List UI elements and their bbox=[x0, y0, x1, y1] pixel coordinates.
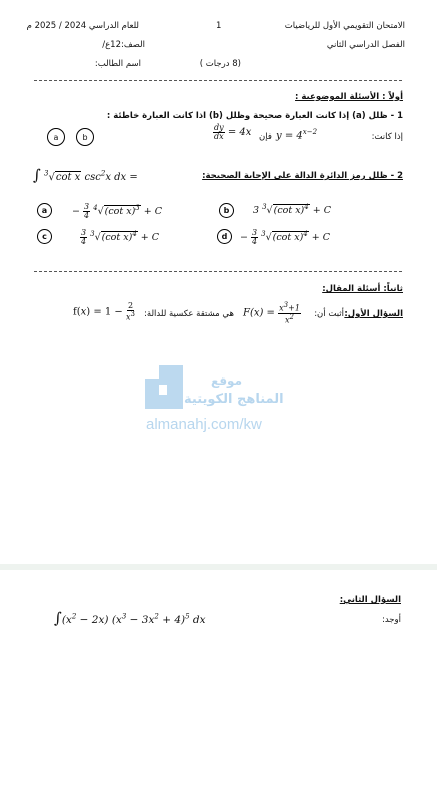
watermark-url: almanahj.com/kw bbox=[146, 416, 262, 433]
part2-title: ثانياً: أسئلة المقال: bbox=[322, 284, 403, 294]
marks-label: (8 درجات ) bbox=[199, 59, 241, 69]
q1-option-b-circle[interactable]: b bbox=[76, 128, 94, 146]
essay-q2-label: السؤال الثاني: bbox=[339, 595, 401, 605]
q2-option-c-circle[interactable]: c bbox=[37, 229, 52, 244]
page-number: 1 bbox=[216, 21, 222, 31]
q1-option-a-circle[interactable]: a bbox=[47, 128, 65, 146]
q1-if-label: إذا كانت: bbox=[371, 132, 403, 142]
exam-title: الامتحان التقويمي الأول للرياضيات bbox=[284, 21, 405, 31]
term-label: الفصل الدراسي الثاني bbox=[326, 40, 405, 50]
watermark-line1: موقع bbox=[211, 374, 243, 388]
q1-equation-derivative: $\frac{dy}{dx}$ = 4x bbox=[214, 123, 252, 141]
q1-instruction: 1 - ظلل (a) إذا كانت العبارة صحيحة وظلل (b) اذا كانت العبارة خاطئة : bbox=[106, 111, 403, 121]
q1-then-label: فإن bbox=[259, 132, 272, 142]
grade-label: الصف:12ع/ bbox=[102, 40, 145, 50]
q2-integral: ∫ $^3$√cot x $\csc^2x$ dx = bbox=[33, 166, 138, 184]
essay-q1-label: السؤال الأول: bbox=[344, 309, 403, 319]
essay-q1-f-expr: f(x) = 1 − $\frac{2}{x3}$ bbox=[73, 301, 135, 322]
q2-option-b-circle[interactable]: b bbox=[219, 203, 234, 218]
q2-option-b-expr: 3 $^3$√(cot x)$^4$ + C bbox=[253, 203, 332, 217]
q2-option-a-expr: − $\frac{3}{4}$ $^4$√(cot x)$^3$ + C bbox=[72, 202, 163, 220]
essay-q1-antiderivative-label: هي مشتقة عكسية للدالة: bbox=[144, 309, 234, 319]
essay-q2-find-label: أوجد: bbox=[381, 615, 401, 625]
q2-option-d-expr: − $\frac{3}{4}$ $^3$√(cot x)$^4$ + C bbox=[240, 228, 331, 246]
part-divider bbox=[34, 271, 402, 272]
q2-instruction: 2 - ظلل رمز الدائرة الدالة على الإجابة الصحيحة: bbox=[202, 171, 403, 181]
q1-equation-y: $y = 4^{x-2}$ bbox=[276, 128, 318, 142]
student-name-label: اسم الطالب: bbox=[94, 59, 141, 69]
watermark-line2: المناهج الكويتية bbox=[184, 392, 284, 407]
watermark-logo-icon bbox=[145, 365, 183, 411]
part1-title: أولاً : الأسئلة الموضوعية : bbox=[295, 92, 403, 102]
essay-q1-F-expr: F(x) = $\frac{x3+1}{x2}$ bbox=[243, 301, 300, 325]
q2-option-d-circle[interactable]: d bbox=[217, 229, 232, 244]
page-break bbox=[0, 564, 437, 570]
header-divider bbox=[34, 80, 402, 81]
q2-option-c-expr: $\frac{3}{4}$ $^3$√(cot x)$^4$ + C bbox=[81, 228, 160, 246]
q2-option-a-circle[interactable]: a bbox=[37, 203, 52, 218]
essay-q2-integral: $\int(x^2 - 2x) (x^3 - 3x^2 + 4)^5$ dx bbox=[54, 609, 206, 627]
essay-q1-prove-label: أثبت أن: bbox=[314, 309, 344, 319]
school-year: للعام الدراسي 2024 / 2025 م bbox=[26, 21, 139, 31]
